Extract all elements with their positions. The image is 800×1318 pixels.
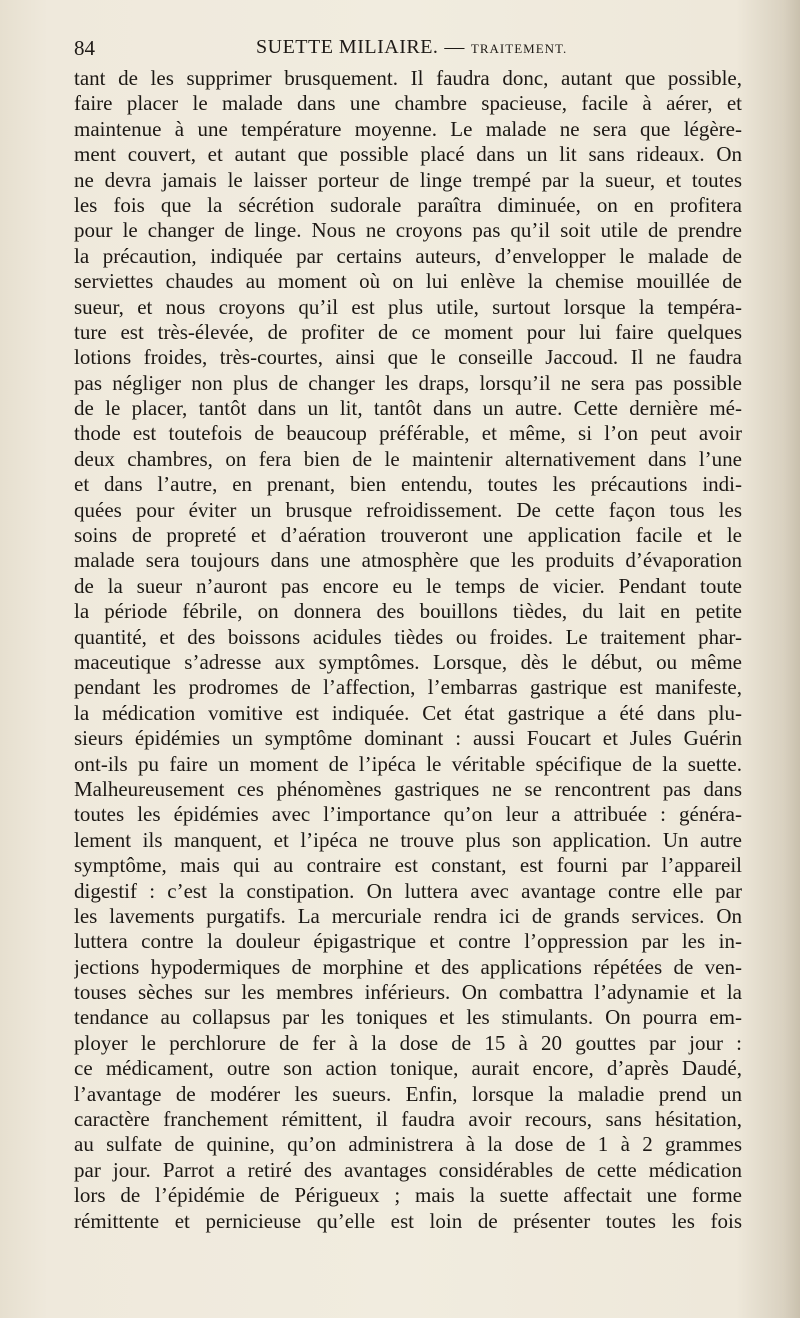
text-line: les lavements purgatifs. La mercuriale rendra ici de grands services. On: [74, 903, 742, 928]
text-line: tant de les supprimer brusquement. Il faudra donc, autant que possible,: [74, 66, 742, 90]
text-line: la précaution, indiquée par certains auteurs, d’envelopper le malade de: [74, 243, 742, 268]
text-line: ont-ils pu faire un moment de l’ipéca le véritable spécifique de la suette.: [74, 751, 742, 776]
text-line: malade sera toujours dans une atmosphère que les produits d’évaporation: [74, 548, 742, 573]
text-line: touses sèches sur les membres inférieurs. On combattra l’adynamie et la: [74, 980, 742, 1005]
text-line: caractère franchement rémittent, il faudra avoir recours, sans hésitation,: [74, 1107, 742, 1132]
text-line: jections hypodermiques de morphine et des applications répétées de ven-: [74, 954, 742, 979]
text-line: sieurs épidémies un symptôme dominant : aussi Foucart et Jules Guérin: [74, 726, 742, 751]
text-line: ture est très-élevée, de profiter de ce moment pour lui faire quelques: [74, 319, 742, 344]
text-line: sueur, et nous croyons qu’il est plus utile, surtout lorsque la tempéra-: [74, 294, 742, 319]
text-line: soins de propreté et d’aération trouveront une application facile et le: [74, 523, 742, 548]
text-line: pas négliger non plus de changer les draps, lorsqu’il ne sera pas possible: [74, 370, 742, 395]
text-line: lement ils manquent, et l’ipéca ne trouve plus son application. Un autre: [74, 827, 742, 852]
text-line: ne devra jamais le laisser porteur de linge trempé par la sueur, et toutes: [74, 167, 742, 192]
text-line: Malheureusement ces phénomènes gastriques ne se rencontrent pas dans: [74, 776, 742, 801]
text-line: maceutique s’adresse aux symptômes. Lorsque, dès le début, ou même: [74, 649, 742, 674]
text-line: quées pour éviter un brusque refroidissement. De cette façon tous les: [74, 497, 742, 522]
text-line: serviettes chaudes au moment où on lui enlève la chemise mouillée de: [74, 269, 742, 294]
title-dash: —: [444, 36, 465, 58]
text-line: rémittente et pernicieuse qu’elle est loin de présenter toutes les fois: [74, 1208, 742, 1233]
text-line: symptôme, mais qui au contraire est constant, est fourni par l’appareil: [74, 853, 742, 878]
text-line: par jour. Parrot a retiré des avantages considérables de cette médication: [74, 1157, 742, 1182]
running-title: [256, 36, 567, 59]
body-text: [74, 66, 742, 1234]
text-line: de le placer, tantôt dans un lit, tantôt dans un autre. Cette dernière mé-: [74, 396, 742, 421]
text-line: thode est toutefois de beaucoup préférable, et même, si l’on peut avoir: [74, 421, 742, 446]
text-line: lors de l’épidémie de Périgueux ; mais la suette affectait une forme: [74, 1183, 742, 1208]
text-line: de la sueur n’auront pas encore eu le temps de vicier. Pendant toute: [74, 573, 742, 598]
chapter-title: SUETTE MILIAIRE.: [256, 36, 439, 58]
page-number: 84: [74, 36, 95, 60]
text-line: la période fébrile, on donnera des bouillons tièdes, du lait en petite: [74, 599, 742, 624]
text-line: maintenue à une température moyenne. Le malade ne sera que légère-: [74, 116, 742, 141]
text-line: ment couvert, et autant que possible placé dans un lit sans rideaux. On: [74, 142, 742, 167]
text-line: luttera contre la douleur épigastrique et contre l’oppression par les in-: [74, 929, 742, 954]
text-line: pendant les prodromes de l’affection, l’embarras gastrique est manifeste,: [74, 675, 742, 700]
text-line: toutes les épidémies avec l’importance qu’on leur a attribuée : généra-: [74, 802, 742, 827]
text-line: digestif : c’est la constipation. On luttera avec avantage contre elle par: [74, 878, 742, 903]
text-line: l’avantage de modérer les sueurs. Enfin, lorsque la maladie prend un: [74, 1081, 742, 1106]
text-line: la médication vomitive est indiquée. Cet état gastrique a été dans plu-: [74, 700, 742, 725]
text-line: ployer le perchlorure de fer à la dose de 15 à 20 gouttes par jour :: [74, 1030, 742, 1055]
text-line: faire placer le malade dans une chambre spacieuse, facile à aérer, et: [74, 91, 742, 116]
section-title: TRAITEMENT.: [470, 41, 568, 56]
text-line: quantité, et des boissons acidules tièdes ou froides. Le traitement phar-: [74, 624, 742, 649]
text-line: les fois que la sécrétion sudorale paraîtra diminuée, on en profitera: [74, 192, 742, 217]
text-line: pour le changer de linge. Nous ne croyons pas qu’il soit utile de prendre: [74, 218, 742, 243]
text-line: au sulfate de quinine, qu’on administrera à la dose de 1 à 2 grammes: [74, 1132, 742, 1157]
text-line: deux chambres, on fera bien de le maintenir alternativement dans l’une: [74, 446, 742, 471]
text-line: ce médicament, outre son action tonique, aurait encore, d’après Daudé,: [74, 1056, 742, 1081]
running-header: [74, 36, 744, 66]
text-line: et dans l’autre, en prenant, bien entendu, toutes les précautions indi-: [74, 472, 742, 497]
text-line: tendance au collapsus par les toniques et les stimulants. On pourra em-: [74, 1005, 742, 1030]
text-line: lotions froides, très-courtes, ainsi que le conseille Jaccoud. Il ne faudra: [74, 345, 742, 370]
